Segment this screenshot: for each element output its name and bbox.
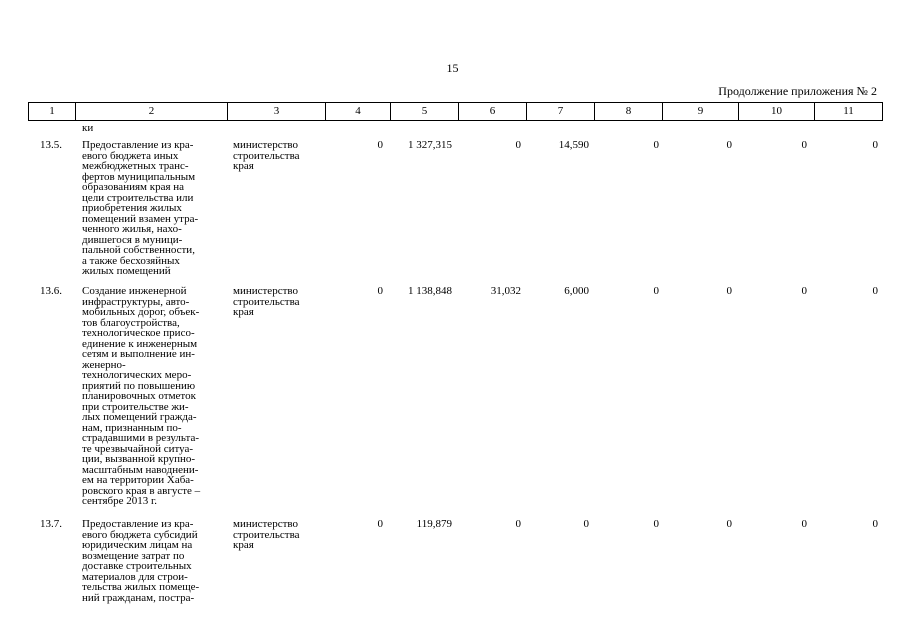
header-col-4: 4 — [326, 103, 391, 121]
row-number: 13.7. — [40, 518, 62, 530]
value-col-8: 0 — [653, 285, 659, 297]
value-col-11: 0 — [872, 285, 878, 297]
row-executor: министерство строительства края — [233, 139, 300, 172]
value-col-10: 0 — [801, 285, 807, 297]
value-col-6: 0 — [515, 518, 521, 530]
value-col-10: 0 — [801, 518, 807, 530]
value-col-7: 0 — [583, 518, 589, 530]
continued-text-fragment: ки — [82, 122, 94, 134]
header-col-9: 9 — [663, 103, 739, 121]
row-description: Предоставление из кра- евого бюджета иных межбюджетных транс- фертов муниципальным образованиям края на цели строительства или приобретения жилых помещений взамен утра- ченного жилья, нахо- дившегося в муници- пальной собственности, а также бесхозяйных жилых помещений — [82, 139, 199, 277]
page-number: 15 — [446, 61, 459, 75]
value-col-7: 14,590 — [558, 139, 589, 151]
row-executor: министерство строительства края — [233, 518, 300, 551]
value-col-4: 0 — [377, 518, 383, 530]
value-col-5: 119,879 — [416, 518, 452, 530]
column-number-header — [28, 102, 883, 121]
value-col-8: 0 — [653, 518, 659, 530]
header-col-10: 10 — [739, 103, 815, 121]
value-col-6: 31,032 — [490, 285, 521, 297]
value-col-4: 0 — [377, 139, 383, 151]
value-col-9: 0 — [726, 139, 732, 151]
row-description: Создание инженерной инфраструктуры, авто- мобильных дорог, объек- тов благоустройства, технологическое присо- единение к инженерным сетям и выполнение ин- женерно- технологических меро- приятий по повышению планировочных отметок при строительстве жи- лых помещений гражда- нам, признанным по- страдавшими в результа- те чрезвычайной ситуа- ции, вызванной крупно- масштабным наводнени- ем на территории Хаба- ровского края в августе – сентябре 2013 г. — [82, 285, 201, 507]
header-col-6: 6 — [459, 103, 527, 121]
row-executor: министерство строительства края — [233, 285, 300, 318]
value-col-10: 0 — [801, 139, 807, 151]
row-description: Предоставление из кра- евого бюджета субсидий юридическим лицам на возмещение затрат по доставке строительных материалов для строи- тельства жилых помеще- ний гражданам, постра- — [82, 518, 200, 604]
header-col-1: 1 — [29, 103, 76, 121]
value-col-5: 1 138,848 — [408, 285, 452, 297]
header-col-5: 5 — [391, 103, 459, 121]
header-col-8: 8 — [595, 103, 663, 121]
value-col-11: 0 — [872, 139, 878, 151]
value-col-7: 6,000 — [564, 285, 589, 297]
value-col-4: 0 — [377, 285, 383, 297]
value-col-6: 0 — [515, 139, 521, 151]
header-col-3: 3 — [228, 103, 326, 121]
row-number: 13.6. — [40, 285, 62, 297]
continuation-label: Продолжение приложения № 2 — [718, 84, 877, 98]
header-col-7: 7 — [527, 103, 595, 121]
row-number: 13.5. — [40, 139, 62, 151]
value-col-5: 1 327,315 — [408, 139, 452, 151]
value-col-8: 0 — [653, 139, 659, 151]
header-col-11: 11 — [815, 103, 883, 121]
value-col-9: 0 — [726, 518, 732, 530]
header-col-2: 2 — [76, 103, 228, 121]
value-col-11: 0 — [872, 518, 878, 530]
value-col-9: 0 — [726, 285, 732, 297]
